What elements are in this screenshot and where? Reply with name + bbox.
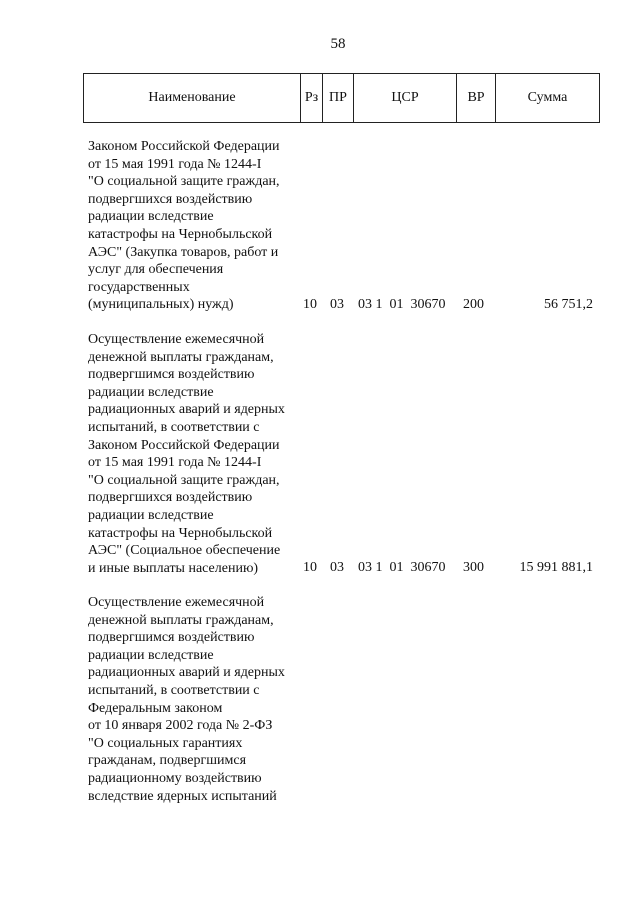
header-vr: ВР <box>457 74 496 123</box>
header-rz: Рз <box>301 74 323 123</box>
row-pr: 03 <box>330 297 344 312</box>
row-csr: 03 1 01 30670 <box>358 297 446 312</box>
row-description: Осуществление ежемесячной денежной выплаты гражданам, подвергшимся воздействию радиации вследствие радиационных аварий и ядерных испытаний, в соответствии с Законом Российской Федерации от 15 мая 1991 года № 1244-I "О социальной защите граждан, подвергшихся воздействию радиации вследствие катастрофы на Чернобыльской АЭС" (Социальное обеспечение и иные выплаты населению) <box>88 332 285 576</box>
row-rz: 10 <box>303 560 317 575</box>
row-sum: 56 751,2 <box>544 297 593 312</box>
row-description: Законом Российской Федерации от 15 мая 1991 года № 1244-I "О социальной защите граждан, подвергшихся воздействию радиации вследствие катастрофы на Чернобыльской АЭС" (Закупка товаров, работ и услуг для обеспечения государственных (муниципальных) нужд) <box>88 139 280 313</box>
header-csr: ЦСР <box>354 74 457 123</box>
row-csr: 03 1 01 30670 <box>358 560 446 575</box>
row-rz: 10 <box>303 297 317 312</box>
header-sum: Сумма <box>496 74 600 123</box>
row-sum: 15 991 881,1 <box>519 560 593 575</box>
row-vr: 300 <box>463 560 484 575</box>
row-pr: 03 <box>330 560 344 575</box>
header-pr: ПР <box>323 74 354 123</box>
page-number: 58 <box>330 36 346 52</box>
header-name: Наименование <box>84 74 301 123</box>
table-header <box>83 73 600 123</box>
row-vr: 200 <box>463 297 484 312</box>
row-description: Осуществление ежемесячной денежной выплаты гражданам, подвергшимся воздействию радиации вследствие радиационных аварий и ядерных испытаний, в соответствии с Федеральным законом от 10 января 2002 года № 2-ФЗ "О социальных гарантиях гражданам, подвергшимся радиационному воздействию вследствие ядерных испытаний <box>88 595 285 804</box>
